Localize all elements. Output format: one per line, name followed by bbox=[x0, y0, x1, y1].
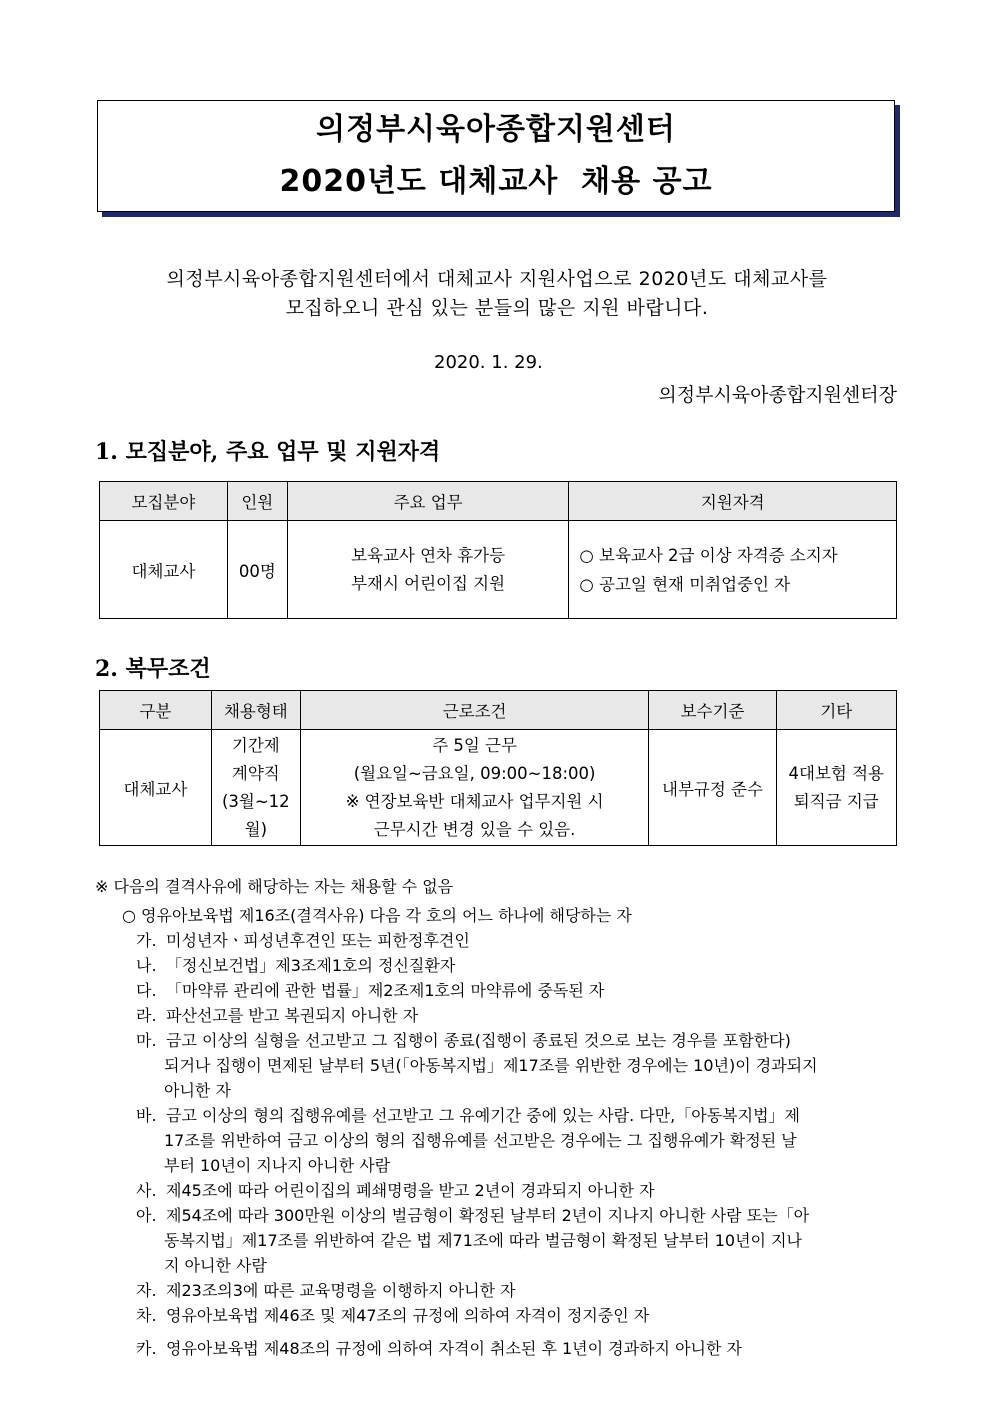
page-subtitle: 2020년도 대체교사 채용 공고 bbox=[279, 164, 713, 199]
conditions-table bbox=[99, 690, 897, 846]
list-item-text: 금고 이상의 실형을 선고받고 그 집행이 종료(집행이 종료된 것으로 보는 경우를 포함한다) bbox=[166, 1031, 791, 1050]
etc-line: 4대보험 적용 bbox=[788, 763, 884, 783]
list-item bbox=[136, 1178, 876, 1203]
list-item-text: 금고 이상의 형의 집행유예를 선고받고 그 유예기간 중에 있는 사람. 다만,「아동복지법」제 bbox=[166, 1106, 800, 1125]
title-box bbox=[97, 100, 895, 212]
count-cell: 00명 bbox=[227, 521, 287, 619]
qualification-line: ○ 보육교사 2급 이상 자격증 소지자 bbox=[579, 545, 838, 565]
employment-form-cell bbox=[211, 730, 300, 846]
list-item-text: 「정신보건법」제3조제1호의 정신질환자 bbox=[166, 956, 456, 975]
list-item bbox=[136, 1003, 876, 1028]
list-item-text: 동복지법」제17조를 위반하여 같은 법 제71조에 따라 벌금형이 확정된 날부터 10년이 지나 bbox=[164, 1231, 802, 1250]
condition-line: 근무시간 변경 있을 수 있음. bbox=[373, 819, 576, 839]
list-item-marker: 바. bbox=[136, 1106, 157, 1125]
pay-cell: 내부규정 준수 bbox=[649, 730, 776, 846]
list-item bbox=[136, 1278, 876, 1303]
col-header: 인원 bbox=[227, 482, 287, 521]
list-item-text: 영유아보육법 제46조 및 제47조의 규정에 의하여 자격이 정지중인 자 bbox=[166, 1306, 650, 1325]
col-header: 기타 bbox=[776, 691, 896, 730]
list-item-marker: 마. bbox=[136, 1031, 157, 1050]
recruit-table bbox=[99, 481, 897, 619]
field-cell: 대체교사 bbox=[100, 521, 228, 619]
list-item-text: 영유아보육법 제48조의 규정에 의하여 자격이 취소된 후 1년이 경과하지 아니한 자 bbox=[166, 1339, 742, 1358]
condition-line: ※ 연장보육반 대체교사 업무지원 시 bbox=[345, 791, 604, 811]
col-header: 채용형태 bbox=[211, 691, 300, 730]
list-item bbox=[136, 1103, 876, 1178]
duty-line: 부재시 어린이집 지원 bbox=[351, 573, 506, 593]
list-item-text: 되거나 집행이 면제된 날부터 5년(「아동복지법」제17조를 위반한 경우에는 10년)이 경과되지 bbox=[164, 1056, 818, 1075]
list-item bbox=[136, 1303, 876, 1328]
section2-heading: 2. 복무조건 bbox=[95, 656, 211, 682]
list-item-text: 아니한 자 bbox=[164, 1081, 231, 1100]
qualification-line: ○ 공고일 현재 미취업중인 자 bbox=[579, 574, 791, 594]
disqualification-note: ※ 다음의 결격사유에 해당하는 자는 채용할 수 없음 bbox=[95, 877, 454, 896]
work-condition-cell bbox=[300, 730, 649, 846]
list-item-text: 미성년자ㆍ피성년후견인 또는 피한정후견인 bbox=[166, 931, 470, 950]
list-item-text: 부터 10년이 지나지 아니한 사람 bbox=[164, 1156, 391, 1175]
qualification-cell bbox=[569, 521, 897, 619]
col-header: 지원자격 bbox=[569, 482, 897, 521]
notice-date: 2020. 1. 29. bbox=[434, 352, 543, 373]
condition-line: 주 5일 근무 bbox=[432, 735, 517, 755]
etc-line: 퇴직금 지급 bbox=[793, 791, 879, 811]
list-item-marker: 다. bbox=[136, 981, 157, 1000]
list-item-text: 지 아니한 사람 bbox=[164, 1256, 267, 1275]
form-line: 기간제 bbox=[231, 735, 280, 755]
list-item-text: 「마약류 관리에 관한 법률」제2조제1호의 마약류에 중독된 자 bbox=[166, 981, 605, 1000]
list-item-marker: 사. bbox=[136, 1181, 157, 1200]
intro-line-2: 모집하오니 관심 있는 분들의 많은 지원 바랍니다. bbox=[285, 297, 709, 319]
etc-cell bbox=[776, 730, 896, 846]
signer: 의정부시육아종합지원센터장 bbox=[658, 384, 897, 406]
col-header: 구분 bbox=[100, 691, 212, 730]
list-item bbox=[136, 928, 876, 953]
condition-line: (월요일~금요일, 09:00~18:00) bbox=[353, 763, 596, 783]
list-item bbox=[136, 1203, 876, 1278]
form-line: 계약직 bbox=[231, 763, 280, 783]
col-header: 보수기준 bbox=[649, 691, 776, 730]
list-item bbox=[136, 1336, 876, 1361]
page-title: 의정부시육아종합지원센터 bbox=[316, 112, 676, 147]
list-item bbox=[136, 1028, 876, 1103]
duty-line: 보육교사 연차 휴가등 bbox=[351, 545, 506, 565]
type-cell: 대체교사 bbox=[100, 730, 212, 846]
list-item-text: 제23조의3에 따른 교육명령을 이행하지 아니한 자 bbox=[166, 1281, 516, 1300]
list-item-marker: 가. bbox=[136, 931, 157, 950]
disqualification-sub: ○ 영유아보육법 제16조(결격사유) 다음 각 호의 어느 하나에 해당하는 자 bbox=[122, 906, 632, 925]
duty-cell bbox=[287, 521, 569, 619]
col-header: 주요 업무 bbox=[287, 482, 569, 521]
section1-heading: 1. 모집분야, 주요 업무 및 지원자격 bbox=[95, 439, 441, 465]
form-line: (3월~12월) bbox=[221, 791, 290, 839]
intro-line-1: 의정부시육아종합지원센터에서 대체교사 지원사업으로 2020년도 대체교사를 bbox=[166, 268, 828, 290]
list-item-marker: 카. bbox=[136, 1339, 157, 1358]
list-item-marker: 라. bbox=[136, 1006, 157, 1025]
list-item-text: 제45조에 따라 어린이집의 폐쇄명령을 받고 2년이 경과되지 아니한 자 bbox=[166, 1181, 655, 1200]
list-item bbox=[136, 953, 876, 978]
list-item bbox=[136, 978, 876, 1003]
list-item-marker: 아. bbox=[136, 1206, 157, 1225]
col-header: 근로조건 bbox=[300, 691, 649, 730]
list-item-text: 제54조에 따라 300만원 이상의 벌금형이 확정된 날부터 2년이 지나지 아니한 사람 또는「아 bbox=[166, 1206, 810, 1225]
list-item-marker: 자. bbox=[136, 1281, 157, 1300]
list-item-text: 파산선고를 받고 복권되지 아니한 자 bbox=[166, 1006, 419, 1025]
list-item-text: 17조를 위반하여 금고 이상의 형의 집행유예를 선고받은 경우에는 그 집행유예가 확정된 날 bbox=[164, 1131, 797, 1150]
col-header: 모집분야 bbox=[100, 482, 228, 521]
list-item-marker: 나. bbox=[136, 956, 157, 975]
list-item-marker: 차. bbox=[136, 1306, 157, 1325]
